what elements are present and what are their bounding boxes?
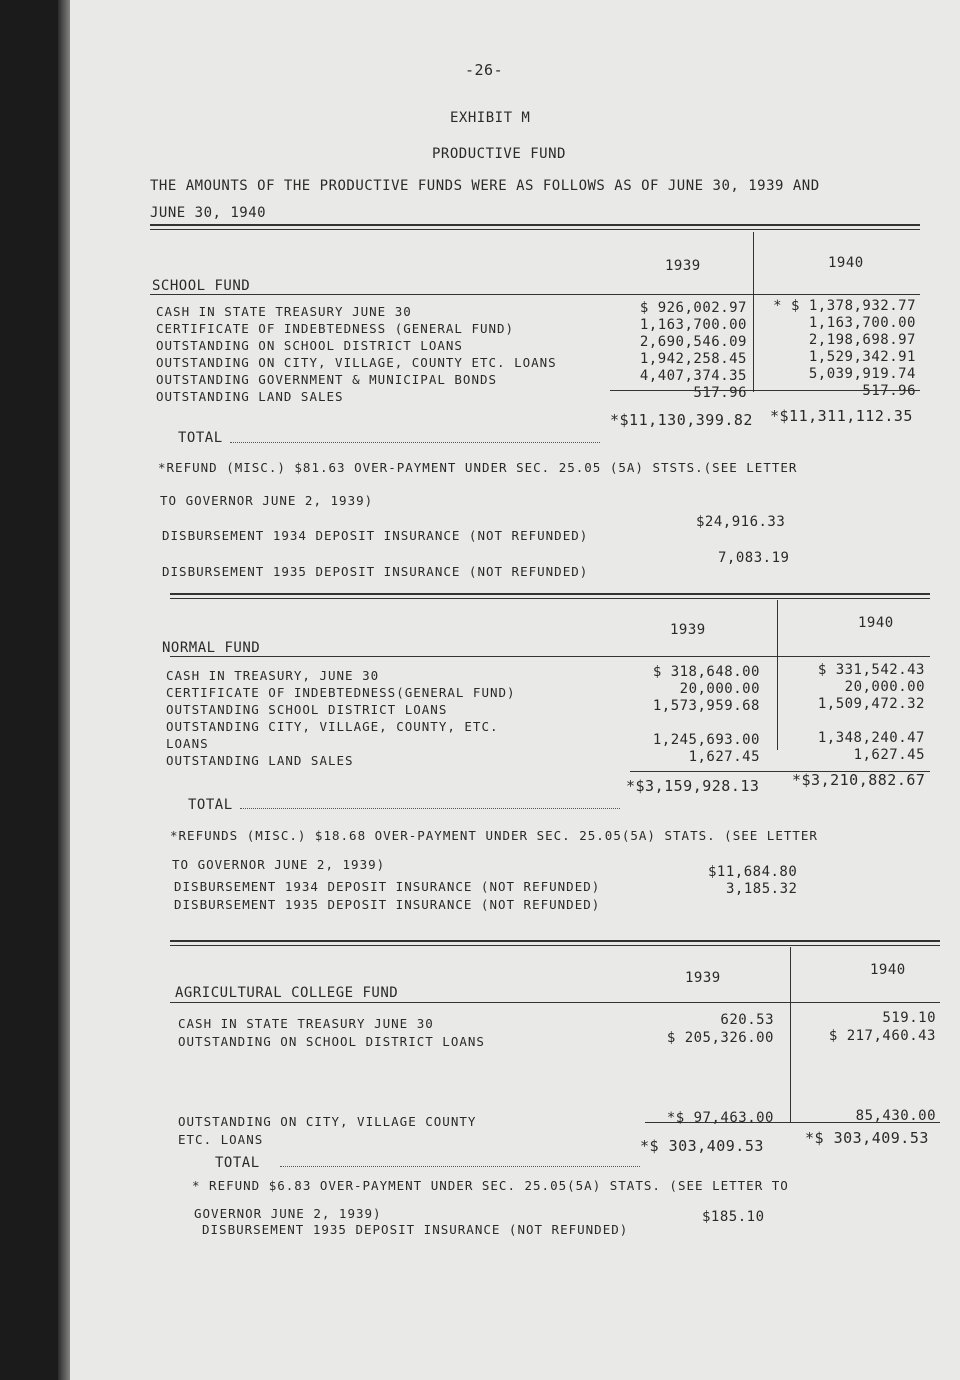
normal-row-label: OUTSTANDING SCHOOL DISTRICT LOANS <box>166 702 448 717</box>
normal-total-leader <box>240 808 620 809</box>
agri-note-line-1: * REFUND $6.83 OVER-PAYMENT UNDER SEC. 25.05(5A) STATS. (SEE LETTER TO <box>192 1178 789 1193</box>
school-row-value-1940: 2,198,698.97 <box>808 332 916 348</box>
school-top-rule <box>150 224 920 226</box>
agri-total-rule <box>645 1122 940 1123</box>
school-disbursement-1934-label: DISBURSEMENT 1934 DEPOSIT INSURANCE (NOT REFUNDED) <box>162 528 589 543</box>
document-page <box>70 0 960 1380</box>
school-row-value-1939: $ 926,002.97 <box>639 300 747 316</box>
school-row-value-1940: 517.96 <box>862 383 916 399</box>
normal-row-label: OUTSTANDING CITY, VILLAGE, COUNTY, ETC. <box>166 719 499 734</box>
school-row-value-1939: 1,942,258.45 <box>639 351 747 367</box>
school-row-label: CASH IN STATE TREASURY JUNE 30 <box>156 304 412 319</box>
normal-row-value-1940: $ 331,542.43 <box>817 662 925 678</box>
normal-total-1939: *$3,159,928.13 <box>626 777 760 795</box>
school-year-1940: 1940 <box>828 255 864 271</box>
agri-top-rule-2 <box>170 945 940 946</box>
school-top-rule-2 <box>150 229 920 230</box>
agri-row-label: OUTSTANDING ON SCHOOL DISTRICT LOANS <box>178 1034 485 1049</box>
school-disbursement-1934-value: $24,916.33 <box>696 514 786 530</box>
agri-row-value-1940: $ 217,460.43 <box>828 1028 936 1044</box>
normal-disbursement-1934-label: DISBURSEMENT 1934 DEPOSIT INSURANCE (NOT REFUNDED) <box>174 879 601 894</box>
normal-row-value-1940: 1,348,240.47 <box>817 730 925 746</box>
agri-row-label: CASH IN STATE TREASURY JUNE 30 <box>178 1016 434 1031</box>
exhibit-title: EXHIBIT M <box>450 110 531 126</box>
agri-total-label: TOTAL <box>215 1155 260 1171</box>
agri-row-value-1939: *$ 97,463.00 <box>666 1110 774 1126</box>
normal-row-label: CERTIFICATE OF INDEBTEDNESS(GENERAL FUND) <box>166 685 516 700</box>
normal-total-label: TOTAL <box>188 797 233 813</box>
intro-line-1: THE AMOUNTS OF THE PRODUCTIVE FUNDS WERE AS FOLLOWS AS OF JUNE 30, 1939 AND <box>150 178 820 194</box>
agri-note-line-2: GOVERNOR JUNE 2, 1939) <box>194 1206 382 1221</box>
agri-row-value-1940: 85,430.00 <box>855 1108 936 1124</box>
page-number: -26- <box>465 61 504 79</box>
school-row-label: OUTSTANDING ON CITY, VILLAGE, COUNTY ETC. LOANS <box>156 355 557 370</box>
normal-row-value-1939: 1,245,693.00 <box>652 732 760 748</box>
school-total-label: TOTAL <box>178 430 223 446</box>
school-row-value-1939: 517.96 <box>693 385 747 401</box>
normal-fund-title: NORMAL FUND <box>162 640 261 656</box>
normal-row-value-1939: 1,627.45 <box>688 749 760 765</box>
school-total-leader <box>230 442 600 443</box>
normal-disbursement-1935-label: DISBURSEMENT 1935 DEPOSIT INSURANCE (NOT REFUNDED) <box>174 897 601 912</box>
normal-row-label: LOANS <box>166 736 209 751</box>
normal-top-rule-2 <box>170 598 930 599</box>
normal-disbursement-1934-value: $11,684.80 <box>708 864 798 880</box>
normal-row-value-1940: 1,509,472.32 <box>817 696 925 712</box>
school-total-1940: *$11,311,112.35 <box>770 407 913 425</box>
school-fund-title: SCHOOL FUND <box>152 278 251 294</box>
intro-line-2: JUNE 30, 1940 <box>150 205 267 221</box>
school-disbursement-1935-label: DISBURSEMENT 1935 DEPOSIT INSURANCE (NOT REFUNDED) <box>162 564 589 579</box>
school-row-label: OUTSTANDING GOVERNMENT & MUNICIPAL BONDS <box>156 372 498 387</box>
school-note-line-1: *REFUND (MISC.) $81.63 OVER-PAYMENT UNDER SEC. 25.05 (5A) STSTS.(SEE LETTER <box>158 460 798 475</box>
agri-disbursement-1935-label: DISBURSEMENT 1935 DEPOSIT INSURANCE (NOT REFUNDED) <box>202 1222 629 1237</box>
agri-row-value-1939: $ 205,326.00 <box>666 1030 774 1046</box>
normal-note-line-1: *REFUNDS (MISC.) $18.68 OVER-PAYMENT UNDER SEC. 25.05(5A) STATS. (SEE LETTER <box>170 828 818 843</box>
school-row-value-1940: 1,163,700.00 <box>808 315 916 331</box>
normal-row-value-1939: 20,000.00 <box>679 681 760 697</box>
agri-year-1940: 1940 <box>870 962 906 978</box>
school-row-label: OUTSTANDING ON SCHOOL DISTRICT LOANS <box>156 338 463 353</box>
agri-total-1939: *$ 303,409.53 <box>640 1137 764 1155</box>
school-row-value-1939: 2,690,546.09 <box>639 334 747 350</box>
school-total-1939: *$11,130,399.82 <box>610 411 753 429</box>
normal-row-value-1940: 1,627.45 <box>853 747 925 763</box>
normal-total-1940: *$3,210,882.67 <box>792 771 926 789</box>
school-header-rule <box>150 294 920 295</box>
normal-row-label: CASH IN TREASURY, JUNE 30 <box>166 668 380 683</box>
school-row-value-1939: 4,407,374.35 <box>639 368 747 384</box>
school-note-line-2: TO GOVERNOR JUNE 2, 1939) <box>160 493 374 508</box>
school-row-value-1940: 1,529,342.91 <box>808 349 916 365</box>
normal-disbursement-1935-value: 3,185.32 <box>726 881 798 897</box>
agri-disbursement-1935-value: $185.10 <box>702 1209 765 1225</box>
school-row-label: OUTSTANDING LAND SALES <box>156 389 344 404</box>
school-total-rule <box>610 390 920 391</box>
normal-header-rule <box>170 656 930 657</box>
agri-row-value-1939: 620.53 <box>720 1012 774 1028</box>
agri-total-1940: *$ 303,409.53 <box>805 1129 929 1147</box>
agri-row-label: OUTSTANDING ON CITY, VILLAGE COUNTY <box>178 1114 477 1129</box>
normal-row-value-1939: 1,573,959.68 <box>652 698 760 714</box>
school-row-value-1939: 1,163,700.00 <box>639 317 747 333</box>
school-year-1939: 1939 <box>665 258 701 274</box>
agri-row-value-1940: 519.10 <box>882 1010 936 1026</box>
normal-row-value-1939: $ 318,648.00 <box>652 664 760 680</box>
school-row-value-1940: * $ 1,378,932.77 <box>773 298 916 314</box>
agri-fund-title: AGRICULTURAL COLLEGE FUND <box>175 985 399 1001</box>
agri-top-rule <box>170 940 940 942</box>
school-disbursement-1935-value: 7,083.19 <box>718 550 790 566</box>
normal-year-1940: 1940 <box>858 615 894 631</box>
agri-header-rule <box>170 1002 940 1003</box>
school-row-label: CERTIFICATE OF INDEBTEDNESS (GENERAL FUND) <box>156 321 515 336</box>
normal-year-1939: 1939 <box>670 622 706 638</box>
normal-row-label: OUTSTANDING LAND SALES <box>166 753 354 768</box>
agri-year-1939: 1939 <box>685 970 721 986</box>
agri-total-leader <box>280 1166 640 1167</box>
normal-top-rule <box>170 593 930 595</box>
normal-row-value-1940: 20,000.00 <box>844 679 925 695</box>
fund-subtitle: PRODUCTIVE FUND <box>432 146 566 162</box>
agri-row-label: ETC. LOANS <box>178 1132 264 1147</box>
normal-note-line-2: TO GOVERNOR JUNE 2, 1939) <box>172 857 386 872</box>
school-row-value-1940: 5,039,919.74 <box>808 366 916 382</box>
